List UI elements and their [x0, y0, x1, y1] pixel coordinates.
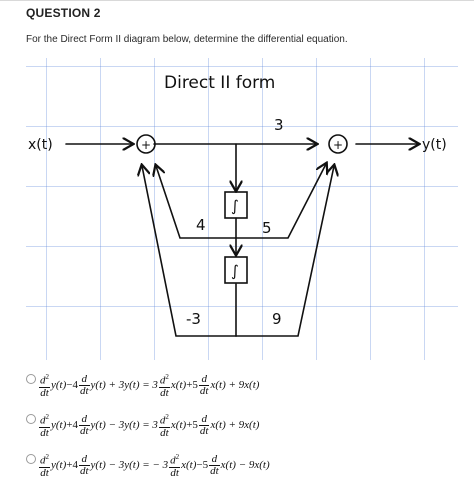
- equation: $\frac{d^2}{dt}$ y(t)+4 $\frac{d}{dt}$ y(t) − 3y(t) = 3 $\frac{d^2}{dt}$ x(t)+5 $\frac{d}{dt}$ x(t) + 9x(t): [40, 412, 260, 439]
- integrator-1-symbol: ∫: [231, 197, 239, 215]
- gain-right-2: 9: [272, 310, 282, 328]
- summer-left-sign: +: [141, 138, 152, 152]
- question-prompt: For the Direct Form II diagram below, determine the differential equation.: [26, 34, 348, 45]
- equation: $\frac{d^2}{dt}$ y(t)−4 $\frac{d}{dt}$ y(t) + 3y(t) = 3 $\frac{d^2}{dt}$ x(t)+5 $\frac{d}{dt}$ x(t) + 9x(t): [40, 372, 260, 399]
- answer-option-3[interactable]: [26, 452, 466, 488]
- feedforward-right-2: [236, 166, 334, 336]
- top-divider: [0, 0, 474, 1]
- gain-left-2: -3: [186, 310, 201, 328]
- diagram-drawing: [26, 58, 458, 360]
- gain-right-1: 5: [262, 219, 272, 237]
- input-label: x(t): [28, 137, 53, 153]
- feedforward-right-1: [236, 164, 326, 238]
- radio-button[interactable]: [26, 374, 36, 384]
- summer-right-sign: +: [333, 138, 344, 152]
- radio-button[interactable]: [26, 454, 36, 464]
- question-title: QUESTION 2: [26, 6, 101, 20]
- gain-top: 3: [274, 116, 284, 134]
- integrator-2-symbol: ∫: [231, 262, 239, 280]
- radio-button[interactable]: [26, 414, 36, 424]
- output-label: y(t): [422, 137, 447, 153]
- block-diagram: [26, 58, 458, 360]
- gain-left-1: 4: [196, 216, 206, 234]
- diagram-title: Direct II form: [164, 73, 276, 93]
- answer-option-1[interactable]: [26, 372, 466, 408]
- answer-option-2[interactable]: [26, 412, 466, 448]
- equation: $\frac{d^2}{dt}$ y(t)+4 $\frac{d}{dt}$ y(t) − 3y(t) = − 3 $\frac{d^2}{dt}$ x(t)−5 $\frac{d}{dt}$ x(t) − 9x(t): [40, 452, 270, 479]
